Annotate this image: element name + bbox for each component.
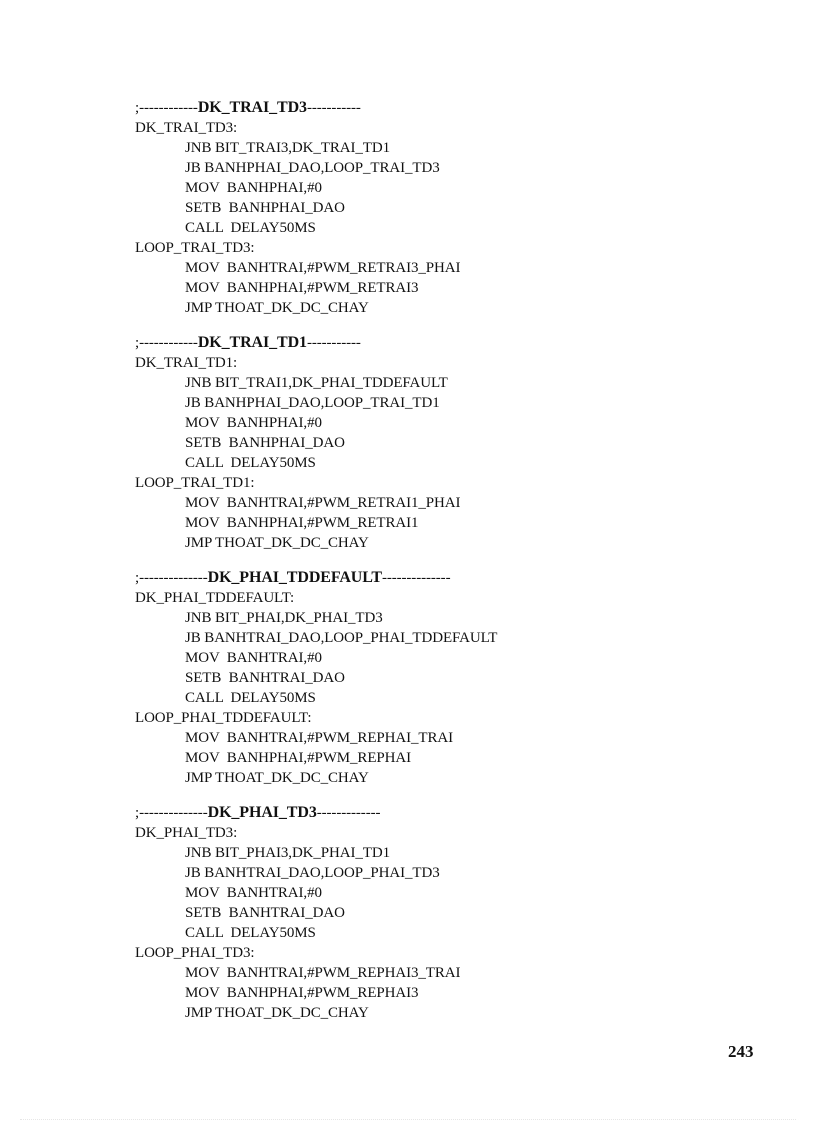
code-instruction-line: JB BANHPHAI_DAO,LOOP_TRAI_TD1	[185, 395, 440, 411]
code-section	[135, 803, 755, 1023]
code-instruction-line: JNB BIT_TRAI1,DK_PHAI_TDDEFAULT	[185, 375, 448, 391]
code-instruction-line: SETB BANHPHAI_DAO	[185, 435, 345, 451]
code-instruction-line: JNB BIT_PHAI,DK_PHAI_TD3	[185, 610, 383, 626]
assembly-code-listing	[135, 98, 755, 1038]
section-separator-comment	[135, 98, 755, 118]
section-title: DK_PHAI_TD3	[207, 804, 317, 821]
code-label-line: DK_PHAI_TD3:	[135, 825, 238, 841]
separator-dashes-prefix: ;--------------	[135, 805, 208, 821]
page-number: 243	[728, 1042, 754, 1061]
code-label-line: DK_PHAI_TDDEFAULT:	[135, 590, 295, 606]
code-instruction-line: JNB BIT_PHAI3,DK_PHAI_TD1	[185, 845, 391, 861]
separator-dashes-prefix: ;--------------	[135, 570, 208, 586]
code-label-line: LOOP_TRAI_TD1:	[135, 475, 255, 491]
code-instruction-line: MOV BANHTRAI,#PWM_RETRAI3_PHAI	[185, 260, 461, 276]
code-instruction-line: MOV BANHPHAI,#PWM_RETRAI3	[185, 280, 419, 296]
code-instruction-line: MOV BANHTRAI,#PWM_RETRAI1_PHAI	[185, 495, 461, 511]
code-label-line: LOOP_TRAI_TD3:	[135, 240, 255, 256]
code-instruction-line: CALL DELAY50MS	[185, 455, 316, 471]
code-instruction-line: JMP THOAT_DK_DC_CHAY	[185, 1005, 369, 1021]
code-instruction-line: MOV BANHPHAI,#0	[185, 415, 322, 431]
code-instruction-line: JMP THOAT_DK_DC_CHAY	[185, 770, 369, 786]
separator-dashes-suffix: -------------	[316, 805, 381, 821]
code-instruction-line: MOV BANHPHAI,#PWM_REPHAI	[185, 750, 411, 766]
code-instruction-line: MOV BANHTRAI,#PWM_REPHAI3_TRAI	[185, 965, 461, 981]
code-instruction-line: JNB BIT_TRAI3,DK_TRAI_TD1	[185, 140, 390, 156]
code-instruction-line: MOV BANHPHAI,#0	[185, 180, 322, 196]
code-instruction-line: MOV BANHTRAI,#0	[185, 650, 322, 666]
code-instruction-line: SETB BANHPHAI_DAO	[185, 200, 345, 216]
code-instruction-line: MOV BANHTRAI,#PWM_REPHAI_TRAI	[185, 730, 453, 746]
section-title: DK_PHAI_TDDEFAULT	[207, 569, 382, 586]
code-instruction-line: CALL DELAY50MS	[185, 220, 316, 236]
code-instruction-line: SETB BANHTRAI_DAO	[185, 905, 345, 921]
code-instruction-line: JMP THOAT_DK_DC_CHAY	[185, 535, 369, 551]
separator-dashes-prefix: ;------------	[135, 100, 198, 116]
separator-dashes-suffix: --------------	[381, 570, 451, 586]
code-instruction-line: MOV BANHTRAI,#0	[185, 885, 322, 901]
code-instruction-line: SETB BANHTRAI_DAO	[185, 670, 345, 686]
code-instruction-line: JB BANHTRAI_DAO,LOOP_PHAI_TDDEFAULT	[185, 630, 498, 646]
section-title: DK_TRAI_TD1	[197, 334, 307, 351]
page-bottom-divider	[20, 1119, 796, 1120]
section-separator-comment	[135, 568, 755, 588]
separator-dashes-prefix: ;------------	[135, 335, 198, 351]
section-title: DK_TRAI_TD3	[197, 99, 307, 116]
code-section	[135, 333, 755, 553]
code-label-line: LOOP_PHAI_TDDEFAULT:	[135, 710, 312, 726]
separator-dashes-suffix: -----------	[306, 100, 361, 116]
code-label-line: LOOP_PHAI_TD3:	[135, 945, 255, 961]
code-section	[135, 568, 755, 788]
code-section	[135, 98, 755, 318]
section-separator-comment	[135, 803, 755, 823]
code-instruction-line: MOV BANHPHAI,#PWM_REPHAI3	[185, 985, 419, 1001]
code-label-line: DK_TRAI_TD3:	[135, 120, 238, 136]
code-instruction-line: CALL DELAY50MS	[185, 925, 316, 941]
code-label-line: DK_TRAI_TD1:	[135, 355, 238, 371]
code-instruction-line: CALL DELAY50MS	[185, 690, 316, 706]
separator-dashes-suffix: -----------	[306, 335, 361, 351]
code-instruction-line: JB BANHTRAI_DAO,LOOP_PHAI_TD3	[185, 865, 440, 881]
code-instruction-line: MOV BANHPHAI,#PWM_RETRAI1	[185, 515, 419, 531]
section-separator-comment	[135, 333, 755, 353]
code-instruction-line: JMP THOAT_DK_DC_CHAY	[185, 300, 369, 316]
code-instruction-line: JB BANHPHAI_DAO,LOOP_TRAI_TD3	[185, 160, 440, 176]
